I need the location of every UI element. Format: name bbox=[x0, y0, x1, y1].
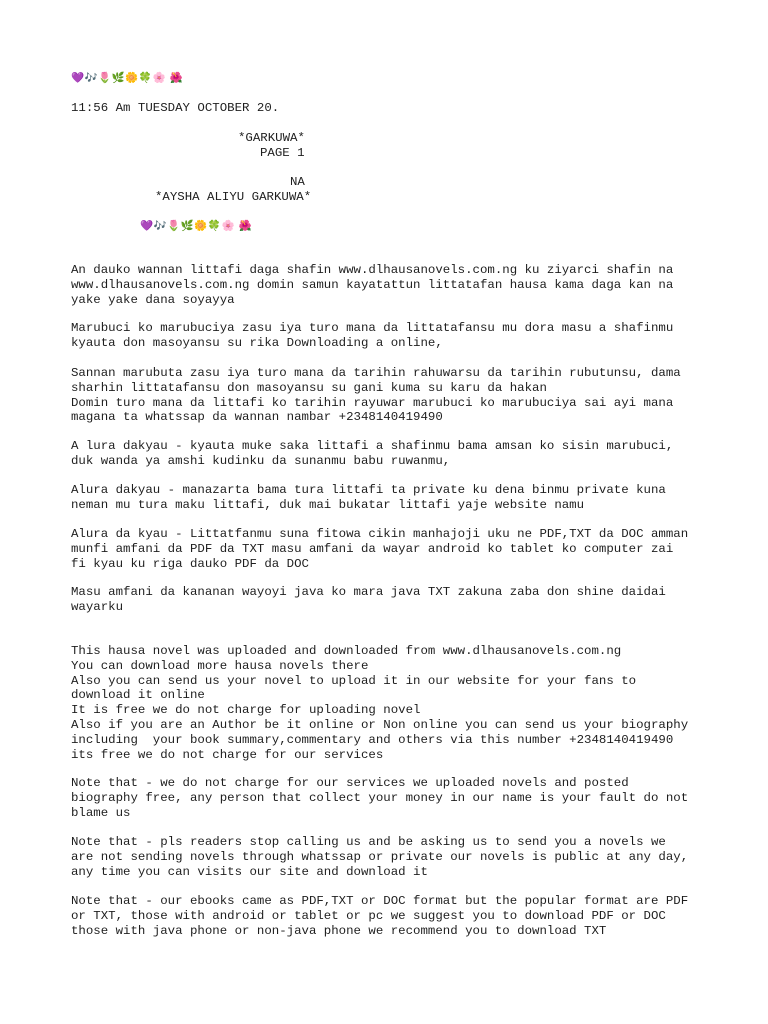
paragraph-note-calling: Note that - pls readers stop calling us and be asking us to send you a novels we are not sending novels through whatssap or private our novels is public at any day, any time you can visits our site and download it bbox=[71, 835, 689, 879]
byline-prefix: NA bbox=[290, 175, 305, 189]
author-name: *AYSHA ALIYU GARKUWA* bbox=[155, 190, 312, 204]
paragraph-notice-formats: Alura da kyau - Littatfanmu suna fitowa cikin manhajoji uku ne PDF,TXT da DOC amman munfi amfani da PDF da TXT masu amfani da wayar android ko tablet ko computer zai fi kyau ku riga dauko PDF da DOC bbox=[71, 527, 689, 571]
paragraph-biography: Sannan marubuta zasu iya turo mana da tarihin rahuwarsu da tarihin rubutunsu, dama sharhin littatafansu don masoyansu su gani kuma su karu da hakan Domin turo mana da littafi ko tarihin rayuwar marubuci ko marubuciya sai ayi mana magana ta whatssap da wannan nambar +2348140419490 bbox=[71, 366, 681, 425]
emoji-decoration-top: 💜🎶🌷🌿🌼🍀🌸 🌺 bbox=[71, 72, 184, 84]
paragraph-notice-free: A lura dakyau - kyauta muke saka littafi a shafinmu bama amsan ko sisin marubuci, duk wanda ya amshi kudinku da sunanmu babu ruwanmu, bbox=[71, 439, 674, 468]
paragraph-authors: Marubuci ko marubuciya zasu iya turo mana da littatafansu mu dora masu a shafinmu kyauta don masoyansu su rika Downloading a online, bbox=[71, 321, 674, 350]
paragraph-intro: An dauko wannan littafi daga shafin www.dlhausanovels.com.ng ku ziyarci shafin na www.dlhausanovels.com.ng domin samun kayatattun littatafan hausa kama daga kan na yake yake dana soyayya bbox=[71, 263, 674, 307]
timestamp: 11:56 Am TUESDAY OCTOBER 20. bbox=[71, 101, 280, 115]
paragraph-english-info: This hausa novel was uploaded and downloaded from www.dlhausanovels.com.ng You can download more hausa novels there Also you can send us your novel to upload it in our website for your fans to download it online It is free we do not charge for uploading novel Also if you are an Author be it online or Non online you can send us your biography including your book summary,commentary and others via this number +2348140419490 its free we do not charge for our services bbox=[71, 644, 689, 762]
paragraph-note-formats: Note that - our ebooks came as PDF,TXT or DOC format but the popular format are PDF or TXT, those with android or tablet or pc we suggest you to download PDF or DOC those with java phone or non-java phone we recommend you to download TXT bbox=[71, 894, 689, 938]
emoji-decoration-bottom: 💜🎶🌷🌿🌼🍀🌸 🌺 bbox=[140, 220, 253, 232]
paragraph-note-charges: Note that - we do not charge for our services we uploaded novels and posted biography free, any person that collect your money in our name is your fault do not blame us bbox=[71, 776, 689, 820]
paragraph-java-phones: Masu amfani da kananan wayoyi java ko mara java TXT zakuna zaba don shine daidai wayarku bbox=[71, 585, 666, 614]
story-title: *GARKUWA* bbox=[238, 131, 305, 145]
page-number: PAGE 1 bbox=[260, 146, 305, 160]
paragraph-notice-private: Alura dakyau - manazarta bama tura littafi ta private ku dena binmu private kuna neman mu tura maku littafi, duk mai bukatar littafi yaje website namu bbox=[71, 483, 666, 512]
